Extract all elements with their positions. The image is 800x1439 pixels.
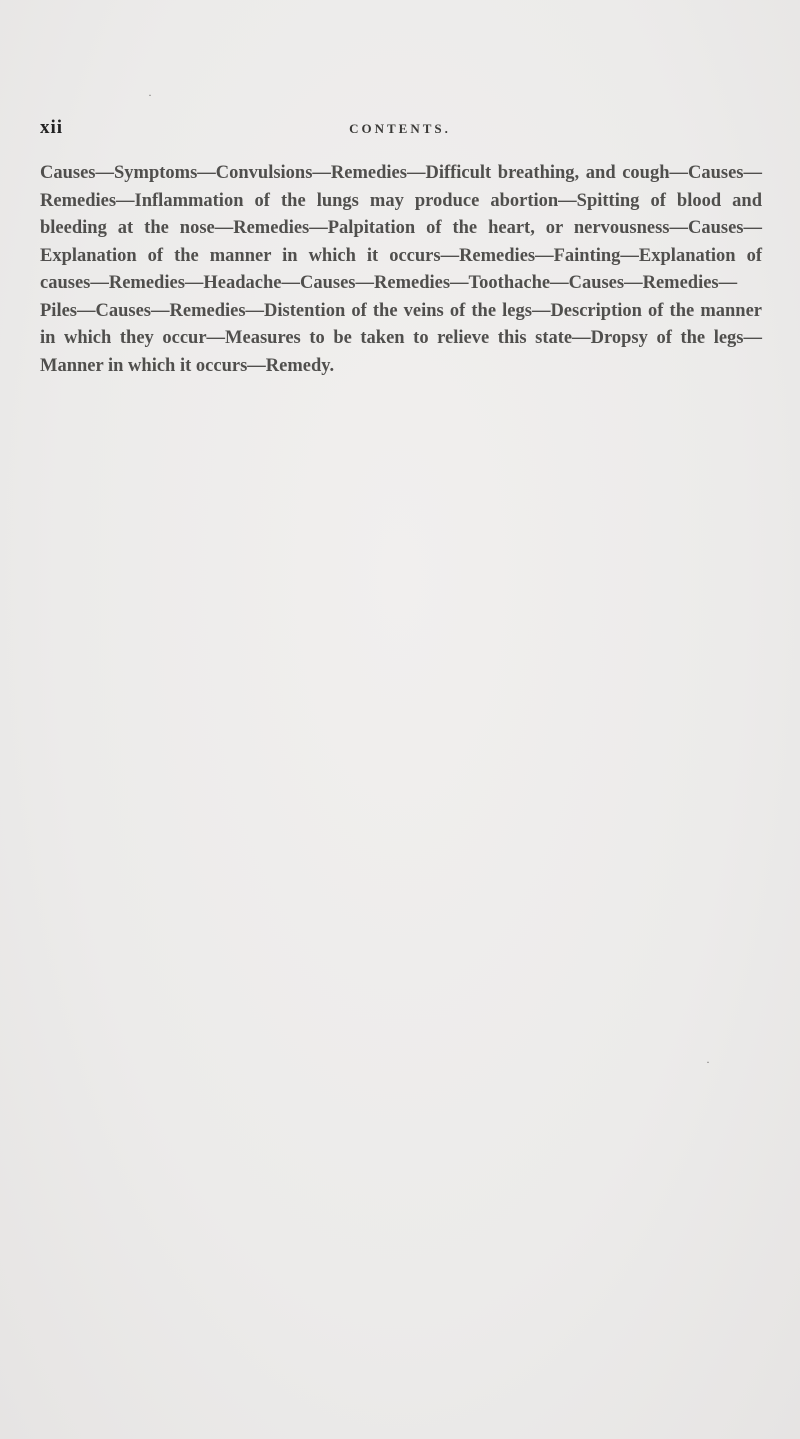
ink-speck: ·: [706, 1055, 710, 1069]
contents-paragraph: Causes—Symptoms—Convulsions—Remedies—Difficult breathing, and cough—Causes—Remedies—Inflammation of the lungs may produce abortion—Spitting of blood and bleeding at the nose—Remedies—Palpitation of the heart, or nervousness—Causes—Explanation of the manner in which it occurs—Remedies—Fainting—Explanation of causes—Remedies—Headache—Causes—Remedies—Toothache—Causes—Remedies—Piles—Causes—Remedies—Distention of the veins of the legs—Description of the manner in which they occur—Measures to be taken to relieve this state—Dropsy of the legs—Manner in which it occurs—Remedy.: [40, 163, 762, 376]
running-head: CONTENTS.: [349, 121, 451, 136]
ink-speck: ·: [148, 88, 152, 102]
page-number: xii: [40, 117, 64, 138]
